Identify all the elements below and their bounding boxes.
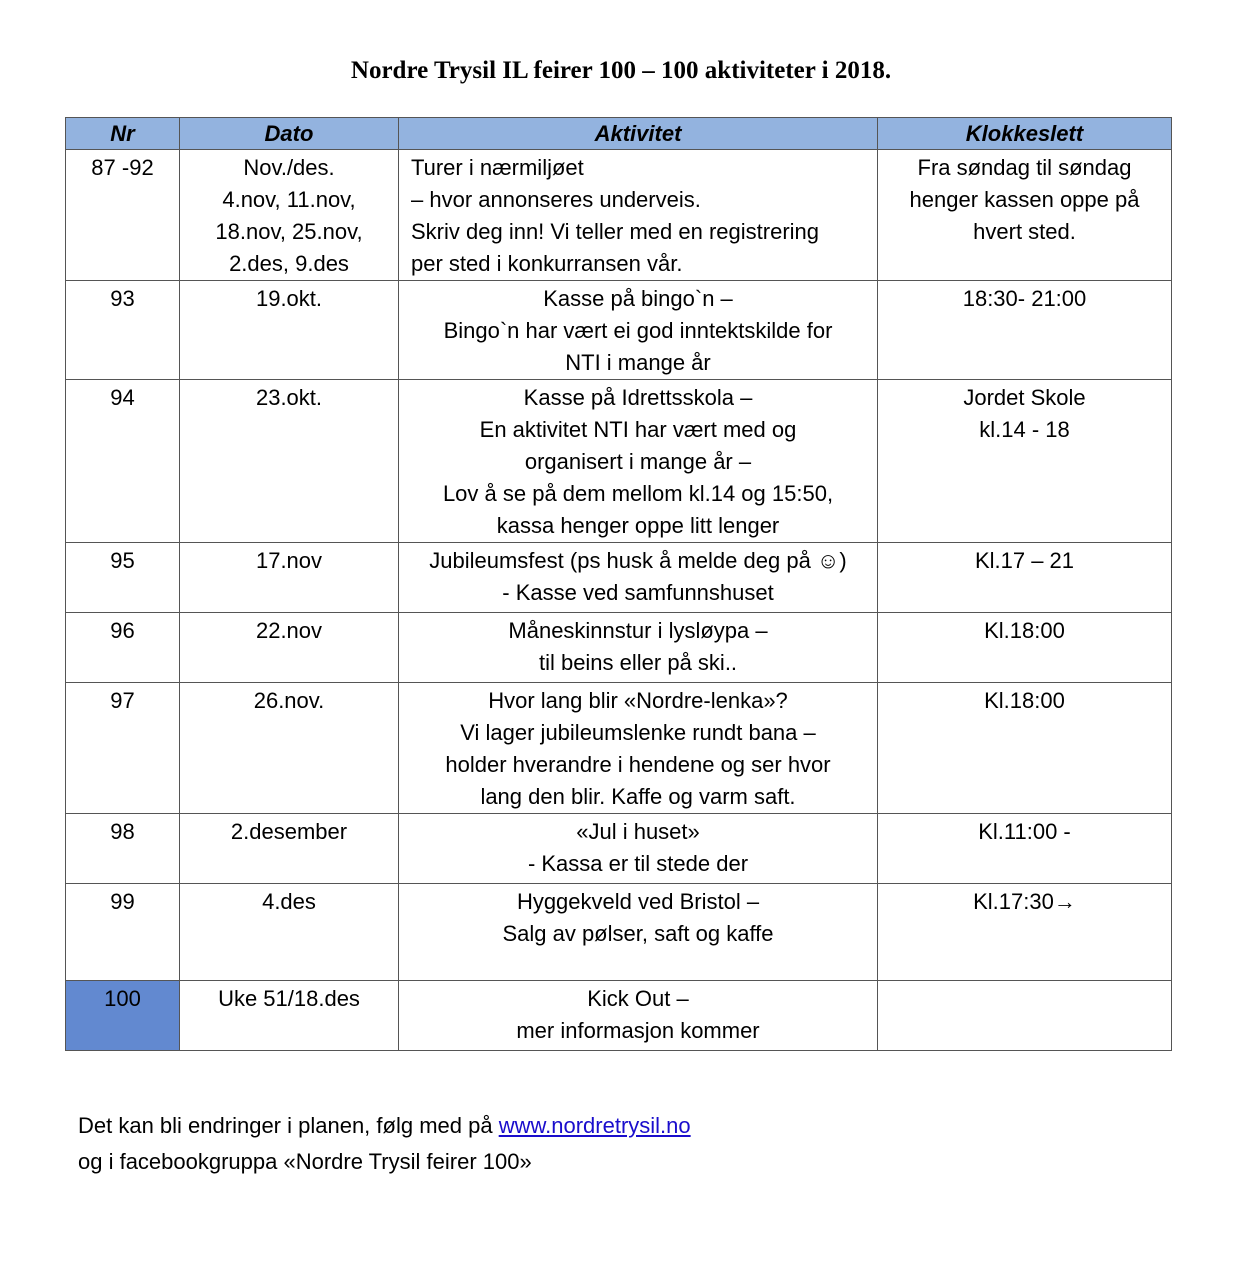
table-row bbox=[66, 884, 1172, 981]
cell-klokkeslett bbox=[878, 884, 1172, 981]
cell-line: Uke 51/18.des bbox=[218, 986, 360, 1011]
cell-dato bbox=[180, 380, 399, 543]
cell-nr bbox=[66, 981, 180, 1051]
header-aktivitet: Aktivitet bbox=[399, 118, 878, 150]
cell-aktivitet bbox=[399, 814, 878, 884]
cell-nr bbox=[66, 613, 180, 683]
cell-nr bbox=[66, 884, 180, 981]
cell-line: til beins eller på ski.. bbox=[538, 650, 738, 675]
cell-klokkeslett bbox=[878, 150, 1172, 281]
cell-klokkeslett bbox=[878, 543, 1172, 613]
table-row bbox=[66, 281, 1172, 380]
cell-line: Kl.18:00 bbox=[984, 688, 1065, 713]
cell-line: Bingo`n har vært ei god inntektskilde for bbox=[443, 318, 833, 343]
cell-line: 19.okt. bbox=[255, 286, 323, 311]
cell-line: organisert i mange år – bbox=[524, 449, 752, 474]
cell-line: 17.nov bbox=[255, 548, 323, 573]
footer-line-2: og i facebookgruppa «Nordre Trysil feirer 100» bbox=[78, 1149, 532, 1174]
footer-note bbox=[78, 1108, 691, 1180]
cell-line: 2.desember bbox=[230, 819, 348, 844]
cell-line: 4.nov, 11.nov, bbox=[222, 187, 356, 212]
cell-line: En aktivitet NTI har vært med og bbox=[479, 417, 797, 442]
cell-line: Kl.17 – 21 bbox=[974, 548, 1075, 573]
cell-aktivitet bbox=[399, 613, 878, 683]
cell-line: Fra søndag til søndag bbox=[917, 155, 1132, 180]
footer-text: Det kan bli endringer i planen, følg med på bbox=[78, 1113, 499, 1138]
website-link[interactable]: www.nordretrysil.no bbox=[498, 1113, 691, 1138]
cell-aktivitet bbox=[399, 884, 878, 981]
cell-line: Kasse på bingo`n – bbox=[543, 286, 733, 311]
cell-dato bbox=[180, 683, 399, 814]
cell-dato bbox=[180, 981, 399, 1051]
cell-line: Hyggekveld ved Bristol – bbox=[516, 889, 760, 914]
footer-line-1 bbox=[78, 1108, 691, 1144]
cell-line: - Kasse ved samfunnshuset bbox=[502, 580, 774, 605]
cell-aktivitet bbox=[399, 981, 878, 1051]
cell-line: kl.14 - 18 bbox=[979, 417, 1070, 442]
table-row bbox=[66, 613, 1172, 683]
table-row bbox=[66, 543, 1172, 613]
header-nr: Nr bbox=[66, 118, 180, 150]
cell-dato bbox=[180, 281, 399, 380]
header-dato: Dato bbox=[180, 118, 399, 150]
cell-aktivitet bbox=[399, 380, 878, 543]
cell-line: 100 bbox=[104, 986, 141, 1011]
cell-klokkeslett bbox=[878, 981, 1172, 1051]
table-row bbox=[66, 981, 1172, 1051]
cell-klokkeslett bbox=[878, 281, 1172, 380]
table-row bbox=[66, 150, 1172, 281]
cell-line: henger kassen oppe på bbox=[909, 187, 1140, 212]
cell-line: 18.nov, 25.nov, bbox=[215, 219, 363, 244]
cell-nr bbox=[66, 814, 180, 884]
table-row bbox=[66, 814, 1172, 884]
cell-line: 22.nov bbox=[255, 618, 323, 643]
cell-line: 2.des, 9.des bbox=[229, 251, 349, 276]
cell-dato bbox=[180, 814, 399, 884]
cell-line: Lov å se på dem mellom kl.14 og 15:50, bbox=[442, 481, 834, 506]
cell-line: Jubileumsfest (ps husk å melde deg på ☺) bbox=[429, 548, 847, 573]
cell-klokkeslett bbox=[878, 380, 1172, 543]
cell-nr bbox=[66, 683, 180, 814]
cell-line: 18:30- 21:00 bbox=[962, 286, 1087, 311]
cell-line: Kl.11:00 - bbox=[978, 819, 1071, 844]
cell-nr bbox=[66, 281, 180, 380]
table-row bbox=[66, 683, 1172, 814]
cell-line: - Kassa er til stede der bbox=[527, 851, 749, 876]
cell-aktivitet bbox=[399, 281, 878, 380]
cell-line: holder hverandre i hendene og ser hvor bbox=[445, 752, 831, 777]
document-title: Nordre Trysil IL feirer 100 – 100 aktiviteter i 2018. bbox=[350, 57, 892, 84]
cell-line: – hvor annonseres underveis. bbox=[411, 187, 701, 212]
cell-line: Salg av pølser, saft og kaffe bbox=[502, 921, 774, 946]
cell-klokkeslett bbox=[878, 613, 1172, 683]
cell-line: 87 -92 bbox=[91, 155, 154, 180]
header-klokkeslett: Klokkeslett bbox=[878, 118, 1172, 150]
cell-aktivitet bbox=[399, 150, 878, 281]
cell-line: hvert sted. bbox=[973, 219, 1076, 244]
cell-line: Jordet Skole bbox=[963, 385, 1086, 410]
cell-klokkeslett bbox=[878, 683, 1172, 814]
cell-line: Skriv deg inn! Vi teller med en registrering bbox=[411, 219, 820, 244]
cell-line: 26.nov. bbox=[253, 688, 325, 713]
cell-aktivitet bbox=[399, 543, 878, 613]
cell-line: 99 bbox=[110, 889, 135, 914]
cell-nr bbox=[66, 380, 180, 543]
cell-line: 94 bbox=[110, 385, 135, 410]
cell-klokkeslett bbox=[878, 814, 1172, 884]
cell-line: Kick Out – bbox=[587, 986, 689, 1011]
cell-dato bbox=[180, 884, 399, 981]
cell-line: Vi lager jubileumslenke rundt bana – bbox=[460, 720, 816, 745]
cell-aktivitet bbox=[399, 683, 878, 814]
cell-dato bbox=[180, 613, 399, 683]
cell-nr bbox=[66, 543, 180, 613]
cell-line: Kl.18:00 bbox=[984, 618, 1065, 643]
cell-line: Kl.17:30→ bbox=[973, 889, 1076, 914]
cell-line: Hvor lang blir «Nordre-lenka»? bbox=[488, 688, 788, 713]
cell-line: 4.des bbox=[262, 889, 316, 914]
cell-line: kassa henger oppe litt lenger bbox=[496, 513, 780, 538]
activity-table bbox=[65, 117, 1172, 1051]
cell-line: 98 bbox=[110, 819, 135, 844]
cell-dato bbox=[180, 150, 399, 281]
cell-line: mer informasjon kommer bbox=[516, 1018, 760, 1043]
cell-line: «Jul i huset» bbox=[576, 819, 700, 844]
cell-line: NTI i mange år bbox=[565, 350, 711, 375]
table-row bbox=[66, 380, 1172, 543]
cell-line: per sted i konkurransen vår. bbox=[411, 251, 683, 276]
cell-line: Kasse på Idrettsskola – bbox=[523, 385, 753, 410]
cell-line: 95 bbox=[110, 548, 135, 573]
cell-nr bbox=[66, 150, 180, 281]
cell-line: 93 bbox=[110, 286, 135, 311]
table-header-row bbox=[66, 118, 1172, 150]
cell-line: Turer i nærmiljøet bbox=[411, 155, 584, 180]
cell-dato bbox=[180, 543, 399, 613]
cell-line: 23.okt. bbox=[255, 385, 323, 410]
cell-line: Nov./des. bbox=[243, 155, 335, 180]
cell-line: 96 bbox=[110, 618, 135, 643]
cell-line: Måneskinnstur i lysløypa – bbox=[508, 618, 768, 643]
cell-line: 97 bbox=[110, 688, 135, 713]
cell-line: lang den blir. Kaffe og varm saft. bbox=[480, 784, 796, 809]
